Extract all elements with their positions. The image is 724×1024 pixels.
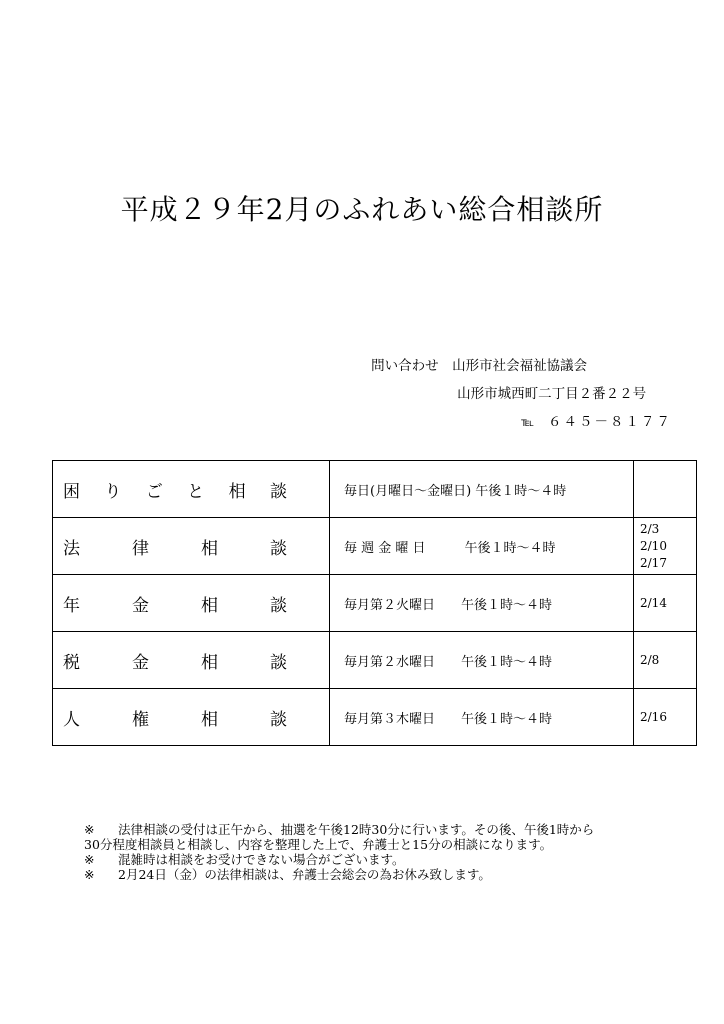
- consultation-name: [53, 632, 330, 689]
- consultation-name: [53, 518, 330, 575]
- note-text-continued: 30分程度相談員と相談し、内容を整理した上で、弁護士と15分の相談になります。: [84, 837, 553, 852]
- notes-block: [84, 822, 704, 882]
- consultation-name-text: [63, 591, 287, 616]
- consultation-schedule: 毎月第２火曜日 午後１時～４時: [330, 575, 634, 632]
- tel-mark: ℡: [521, 415, 534, 429]
- note-text: 2月24日（金）の法律相談は、弁護士会総会の為お休み致します。: [118, 867, 491, 882]
- table-row: [53, 632, 697, 689]
- consultation-dates: 2/8: [634, 632, 697, 689]
- contact-block: [371, 352, 672, 436]
- note-text: 混雑時は相談をお受けできない場合がございます。: [118, 852, 405, 867]
- consultation-name: [53, 575, 330, 632]
- table-row: [53, 575, 697, 632]
- consultation-name-text: [63, 705, 287, 730]
- consultation-name-char: 人: [63, 709, 80, 730]
- consultation-schedule: 毎 週 金 曜 日 午後１時～４時: [330, 518, 634, 575]
- consultation-name-char: 談: [269, 481, 287, 502]
- consultation-name: [53, 461, 330, 518]
- note-item: [84, 852, 704, 867]
- contact-org: 山形市社会福祉協議会: [452, 358, 588, 374]
- note-mark: ※: [84, 822, 95, 837]
- consultation-name-char: 談: [270, 595, 287, 616]
- consultation-name-char: 法: [63, 538, 80, 559]
- consultation-name-char: 相: [228, 481, 246, 502]
- consultation-schedule: 毎日(月曜日～金曜日) 午後１時～４時: [330, 461, 634, 518]
- consultation-name-char: 年: [63, 595, 80, 616]
- consultation-schedule: 毎月第３木曜日 午後１時～４時: [330, 689, 634, 746]
- consultation-name-char: 金: [132, 595, 149, 616]
- consultation-name-char: ご: [145, 481, 163, 502]
- contact-tel: ６４５－８１７７: [548, 414, 672, 430]
- consultation-name-text: [63, 534, 287, 559]
- consultation-name-char: 相: [201, 652, 218, 673]
- contact-org-row: [371, 352, 672, 380]
- consultation-name-char: 困: [63, 481, 80, 502]
- note-text: 法律相談の受付は正午から、抽選を午後12時30分に行います。その後、午後1時から: [118, 822, 595, 837]
- contact-label: 問い合わせ: [371, 358, 439, 374]
- consultation-name-char: と: [187, 481, 205, 502]
- consultation-dates: [634, 461, 697, 518]
- consultation-name-char: 律: [132, 538, 149, 559]
- page-title: 平成２９年2月のふれあい総合相談所: [120, 193, 604, 226]
- note-item: [84, 867, 704, 882]
- table-row: [53, 461, 697, 518]
- consultation-name-char: 金: [132, 652, 149, 673]
- consultation-name-char: 談: [270, 709, 287, 730]
- consultation-name-char: 相: [201, 538, 218, 559]
- contact-address: 山形市城西町二丁目２番２２号: [457, 386, 647, 402]
- note-item: [84, 822, 704, 852]
- note-mark: ※: [84, 852, 95, 867]
- consultation-name-char: 談: [270, 652, 287, 673]
- consultation-dates: 2/14: [634, 575, 697, 632]
- consultation-name-char: 相: [201, 709, 218, 730]
- consultation-table: [52, 460, 697, 746]
- consultation-name-char: 税: [63, 652, 80, 673]
- note-mark: ※: [84, 867, 95, 882]
- consultation-name-char: 相: [201, 595, 218, 616]
- contact-tel-row: [371, 408, 672, 436]
- consultation-table-body: [53, 461, 697, 746]
- consultation-dates: 2/3 2/10 2/17: [634, 518, 697, 575]
- consultation-schedule: 毎月第２水曜日 午後１時～４時: [330, 632, 634, 689]
- consultation-name-text: [63, 477, 287, 502]
- consultation-name-text: [63, 648, 287, 673]
- consultation-name-char: 談: [270, 538, 287, 559]
- consultation-name: [53, 689, 330, 746]
- table-row: [53, 518, 697, 575]
- consultation-dates: 2/16: [634, 689, 697, 746]
- table-row: [53, 689, 697, 746]
- consultation-name-char: り: [104, 481, 122, 502]
- consultation-name-char: 権: [132, 709, 149, 730]
